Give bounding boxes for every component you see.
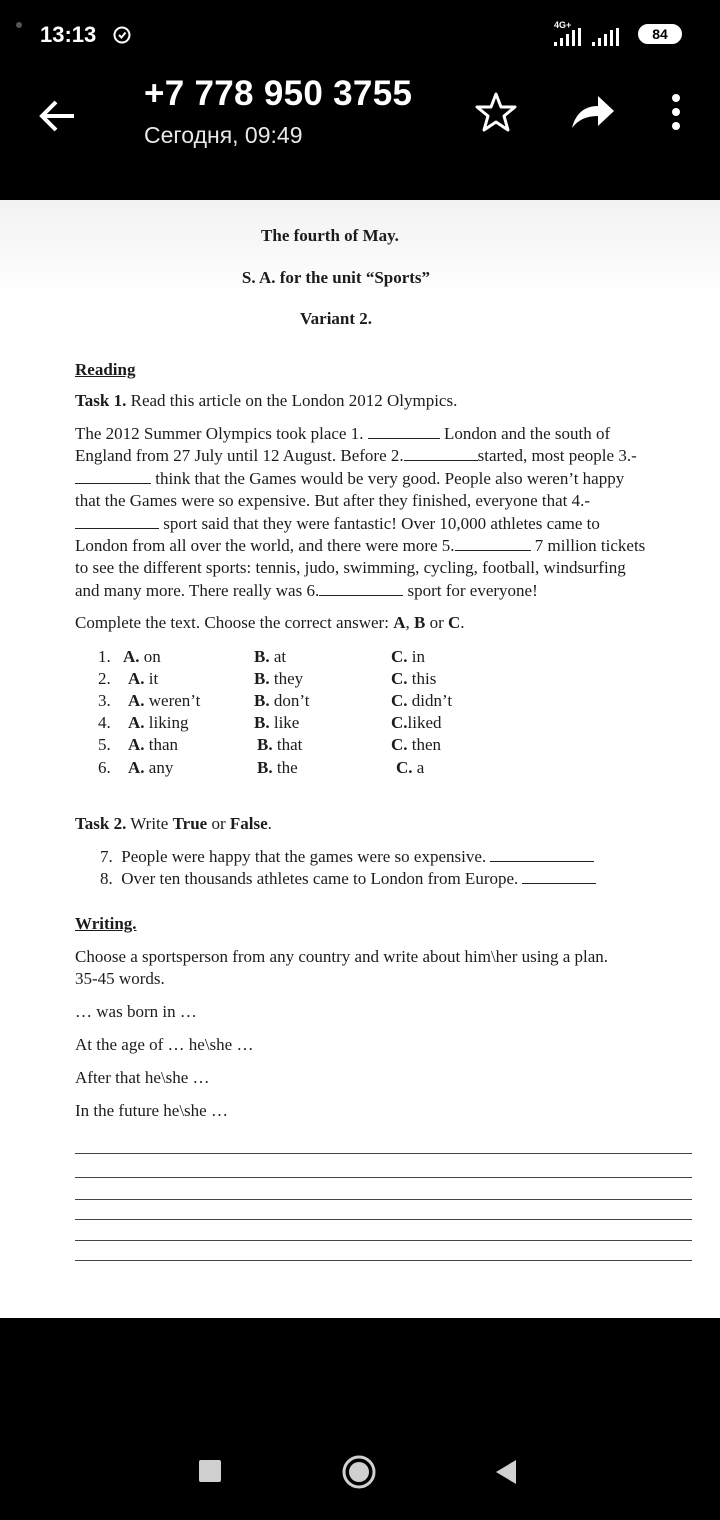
option-b-letter: B.	[257, 758, 273, 777]
option-b: that	[276, 735, 303, 754]
option-num: 6.	[98, 758, 111, 777]
option-row	[98, 691, 478, 713]
complete-instruction	[75, 613, 465, 633]
tf-blank	[522, 869, 596, 884]
option-num: 4.	[98, 713, 111, 732]
sep-1: ,	[405, 613, 414, 632]
choice-a: A	[393, 613, 406, 632]
sep-2: or	[425, 613, 448, 632]
option-c-letter: C.	[391, 669, 408, 688]
task1-label: Task 1.	[75, 391, 127, 410]
option-a: liking	[148, 713, 189, 732]
plan-item: At the age of … he\she …	[75, 1035, 254, 1054]
network-type: 4G+	[554, 20, 572, 30]
tf-text: People were happy that the games were so expensive.	[121, 847, 487, 866]
writing-line	[75, 1260, 692, 1261]
option-b-letter: B.	[254, 669, 270, 688]
tf-item	[100, 847, 594, 867]
doc-variant: Variant 2.	[299, 309, 373, 328]
option-c: a	[416, 758, 425, 777]
article-line-2a: England from 27 July until 12 August. Before 2.	[75, 446, 404, 466]
option-num: 2.	[98, 669, 111, 688]
option-a: it	[148, 669, 159, 688]
doc-date: The fourth of May.	[261, 226, 399, 245]
option-b-letter: B.	[254, 691, 270, 710]
option-a-letter: A.	[128, 713, 145, 732]
option-a: than	[148, 735, 179, 754]
writing-line	[75, 1240, 692, 1241]
status-right-group	[542, 20, 682, 50]
task2-text: Write	[126, 814, 173, 833]
task2-or: or	[207, 814, 230, 833]
writing-instruction: Choose a sportsperson from any country and write about him\her using a plan.	[75, 947, 609, 966]
battery-icon: 84	[638, 24, 682, 44]
complete-text: Complete the text. Choose the correct answer:	[75, 613, 394, 632]
option-c-letter: C.	[391, 647, 408, 666]
tf-blank	[490, 847, 594, 862]
option-a-letter: A.	[128, 669, 145, 688]
task2-line	[75, 814, 272, 834]
option-c: liked	[407, 713, 442, 732]
writing-line	[75, 1153, 692, 1154]
article-line-8b: sport for everyone!	[403, 580, 538, 600]
navigation-bar	[0, 1318, 720, 1520]
option-a-letter: A.	[123, 647, 140, 666]
plan-item: After that he\she …	[75, 1068, 210, 1087]
task2-true: True	[172, 814, 208, 833]
sep-end: .	[460, 613, 465, 632]
task2-false: False	[229, 814, 268, 833]
document-image[interactable]	[0, 200, 720, 1318]
tf-text: Over ten thousands athletes came to London from Europe.	[121, 869, 519, 888]
option-c-letter: C.	[391, 691, 408, 710]
task2-label: Task 2.	[75, 814, 127, 833]
signal-icon-2	[592, 28, 620, 46]
tf-num: 8.	[100, 869, 113, 888]
article-line-4: that the Games were so expensive. But after they finished, everyone that 4.-	[75, 491, 591, 511]
option-b-letter: B.	[254, 713, 270, 732]
option-a-letter: A.	[128, 691, 145, 710]
tf-item	[100, 869, 596, 889]
back-triangle-icon[interactable]	[494, 1458, 518, 1486]
writing-line	[75, 1219, 692, 1220]
article-text	[75, 423, 700, 602]
doc-heading: S. A. for the unit “Sports”	[241, 268, 431, 287]
choice-b: B	[413, 613, 426, 632]
blank-2	[404, 446, 478, 461]
choice-c: C	[447, 613, 461, 632]
article-line-5: sport said that they were fantastic! Over 10,000 athletes came to	[159, 513, 600, 533]
writing-word-count: 35-45 words.	[75, 969, 165, 988]
option-b-letter: B.	[257, 735, 273, 754]
option-b: they	[273, 669, 304, 688]
option-row	[98, 669, 478, 691]
status-time: 13:13	[40, 22, 97, 47]
writing-line	[75, 1199, 692, 1200]
article-line-2b: started, most people 3.-	[477, 446, 637, 466]
notification-dot	[16, 22, 22, 28]
message-date: Сегодня, 09:49	[144, 122, 303, 148]
blank-4	[75, 514, 159, 529]
option-b: at	[273, 647, 287, 666]
option-a: weren’t	[148, 691, 201, 710]
writing-heading: Writing.	[75, 914, 137, 933]
reading-heading: Reading	[75, 360, 136, 379]
signal-icon	[554, 28, 584, 46]
option-row	[98, 647, 478, 669]
option-row	[98, 713, 478, 735]
article-line-3: think that the Games would be very good. People also weren’t happy	[151, 468, 625, 488]
option-b: like	[273, 713, 300, 732]
option-c-letter: C.	[391, 735, 408, 754]
task2-end: .	[267, 814, 272, 833]
app-bar	[0, 70, 720, 200]
option-c: then	[411, 735, 442, 754]
article-line-7: to see the different sports: tennis, judo, swimming, cycling, football, windsurfing	[75, 558, 626, 578]
option-c-letter: C.	[396, 758, 413, 777]
back-arrow-icon[interactable]	[36, 94, 80, 138]
writing-line	[75, 1177, 692, 1178]
plan-item: In the future he\she …	[75, 1101, 228, 1120]
option-b: the	[276, 758, 298, 777]
option-b-letter: B.	[254, 647, 270, 666]
task1-text: Read this article on the London 2012 Olympics.	[126, 391, 458, 410]
home-circle-icon[interactable]	[342, 1455, 376, 1489]
option-a: any	[148, 758, 174, 777]
option-c: in	[411, 647, 426, 666]
recents-square-icon[interactable]	[199, 1460, 221, 1482]
more-options-icon[interactable]	[662, 90, 690, 134]
share-arrow-icon[interactable]	[568, 92, 616, 132]
article-line-6a: London from all over the world, and there were more 5.	[75, 536, 455, 556]
option-num: 1.	[98, 647, 111, 666]
option-c: didn’t	[411, 691, 453, 710]
option-c: this	[411, 669, 437, 688]
plan-item: … was born in …	[75, 1002, 197, 1021]
blank-3	[75, 469, 151, 484]
option-num: 5.	[98, 735, 111, 754]
star-icon[interactable]	[474, 90, 518, 134]
option-b: don’t	[273, 691, 310, 710]
option-c-letter: C.	[391, 713, 408, 732]
article-line-1b: London and the south of	[439, 424, 611, 443]
option-num: 3.	[98, 691, 111, 710]
blank-6	[319, 581, 403, 596]
blank-5	[455, 536, 531, 551]
option-a-letter: A.	[128, 735, 145, 754]
option-a: on	[143, 647, 161, 666]
contact-title: +7 778 950 3755	[144, 74, 413, 113]
option-row	[98, 735, 478, 757]
task1-line	[75, 391, 457, 411]
article-line-8a: and many more. There really was 6.	[75, 580, 320, 600]
article-line-6b: 7 million tickets	[530, 536, 646, 556]
tf-num: 7.	[100, 847, 113, 866]
status-bar	[0, 0, 720, 70]
option-row	[98, 758, 478, 780]
blank-1	[368, 424, 440, 439]
article-line-1a: The 2012 Summer Olympics took place 1.	[75, 424, 368, 443]
option-a-letter: A.	[128, 758, 145, 777]
alarm-icon	[112, 24, 132, 44]
